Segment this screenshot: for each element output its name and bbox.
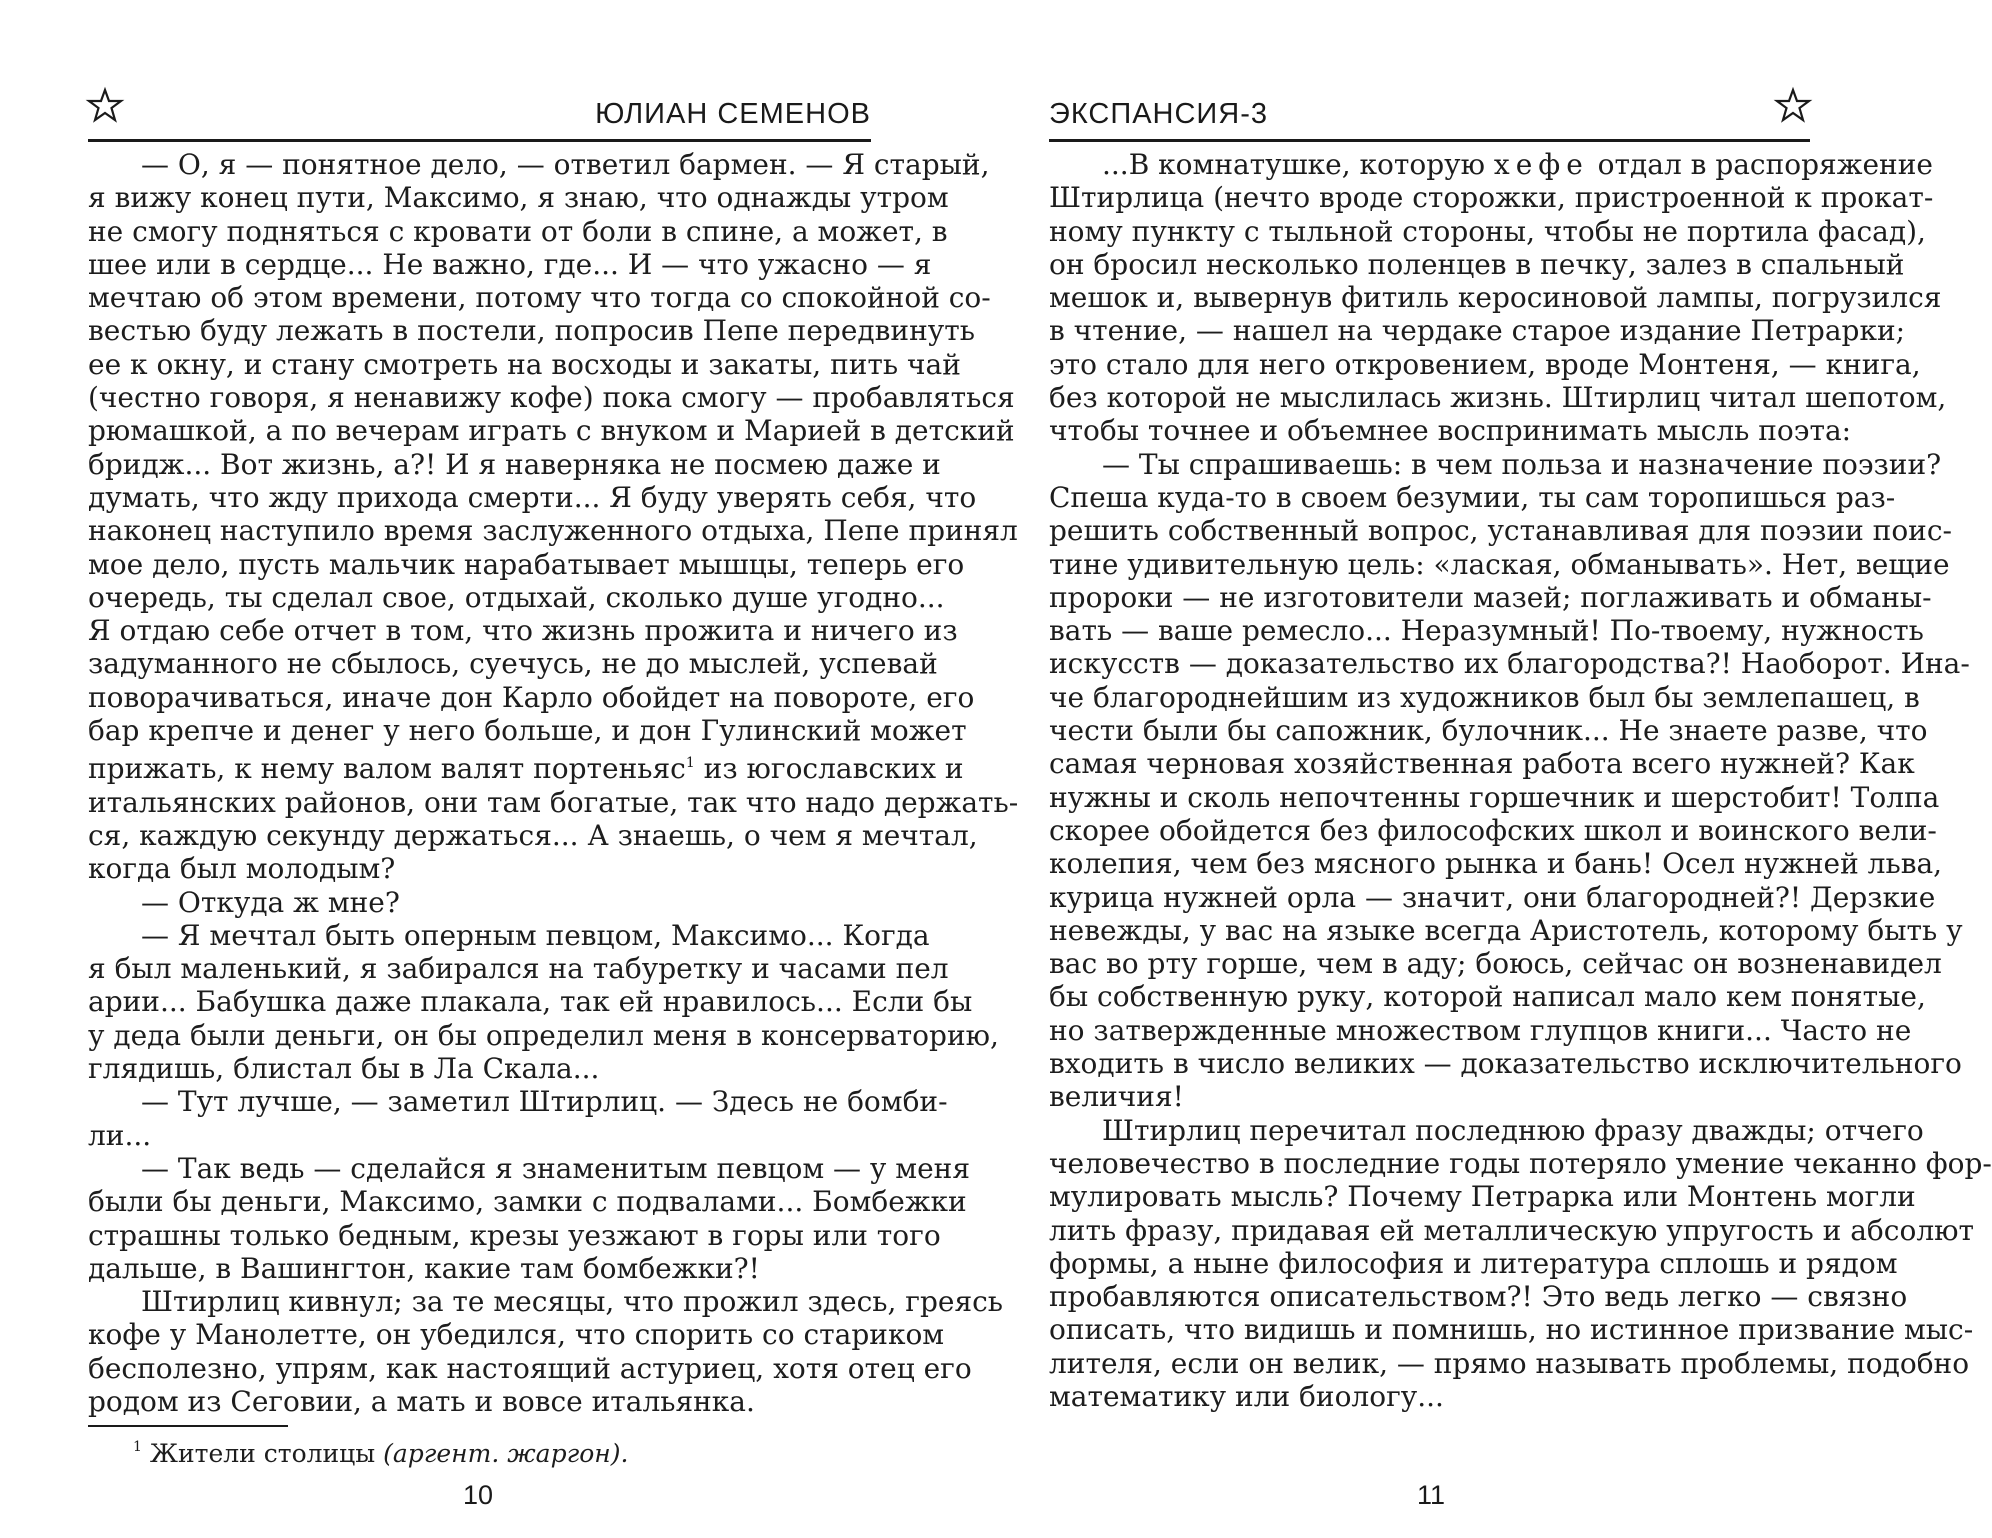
text-line [1049, 947, 1942, 981]
footnote-marker: 1 [133, 1439, 142, 1455]
text-line [88, 1018, 999, 1052]
text-line [1049, 614, 1924, 648]
line-text: че благороднейшим из художников был бы землепашец, в [1049, 680, 1920, 714]
text-line [88, 1318, 945, 1352]
line-text: бридж... Вот жизнь, а?! И я наверняка не посмею даже и [88, 447, 941, 481]
text-line [88, 381, 1015, 415]
line-text: это стало для него откровением, вроде Монтеня, — книга, [1049, 347, 1921, 381]
line-text: решить собственный вопрос, устанавливая для поэзии поис- [1049, 514, 1952, 548]
text-line [1049, 680, 1920, 714]
text-line [88, 414, 1015, 448]
line-text: входить в число великих — доказательство исключительного [1049, 1047, 1962, 1081]
line-text: описать, что видишь и помнишь, но истинное призвание мыс- [1049, 1313, 1974, 1347]
text-line [1049, 514, 1952, 548]
text-line [88, 148, 990, 181]
text-line [88, 181, 949, 215]
line-text: формы, а ныне философия и литература сплошь и рядом [1049, 1246, 1898, 1280]
text-line [1049, 1346, 1970, 1380]
text-line [88, 918, 930, 952]
text-line [1049, 1113, 1924, 1147]
text-line [88, 886, 871, 919]
text-line [1049, 1180, 1916, 1214]
text-line [88, 480, 977, 514]
line-text: колепия, чем без мясного рынка и бань! Осел нужней льва, [1049, 847, 1943, 881]
spaced-word: хефе [1493, 148, 1589, 181]
line-text: пророки — не изготовители мазей; поглаживать и обманы- [1049, 580, 1932, 614]
text-line [1049, 913, 1963, 947]
footnote-ref: 1 [685, 755, 695, 772]
line-text: ли... [88, 1118, 152, 1152]
line-text: — Я мечтал быть оперным певцом, Максимо... Когда [141, 918, 930, 952]
line-text: (честно говоря, я ненавижу кофе) пока смогу — пробавляться [88, 381, 1015, 415]
line-text: ее к окну, и стану смотреть на восходы и закаты, пить чай [88, 347, 961, 381]
line-text-after: из югославских и [694, 752, 964, 786]
text-line [1049, 447, 1942, 481]
text-line [88, 647, 938, 681]
line-text: дальше, в Вашингтон, какие там бомбежки?! [88, 1251, 760, 1285]
line-text: самая черновая хозяйственная работа всего нужней? Как [1049, 747, 1915, 781]
line-text: вать — ваше ремесло... Неразумный! По-твоему, нужность [1049, 614, 1924, 648]
footnote-emphasis: (аргент. жаргон). [383, 1439, 629, 1468]
line-text: Штирлиц перечитал последнюю фразу дважды; отчего [1102, 1113, 1924, 1147]
text-line [88, 614, 958, 648]
line-text: ся, каждую секунду держаться... А знаешь, о чем я мечтал, [88, 818, 978, 852]
header-rule [88, 139, 871, 142]
line-text: курица нужней орла — значит, они благородней?! Дерзкие [1049, 880, 1936, 914]
text-line [1049, 813, 1937, 847]
line-text: — Тут лучше, — заметил Штирлиц. — Здесь не бомби- [141, 1085, 948, 1119]
line-text: шее или в сердце... Не важно, где... И — что ужасно — я [88, 247, 932, 281]
body-text [1049, 148, 1992, 1413]
text-line [88, 952, 949, 986]
text-line [88, 680, 975, 714]
line-text: наконец наступило время заслуженного отдыха, Пепе принял [88, 514, 1018, 548]
line-text: скорее обойдется без философских школ и воинского вели- [1049, 813, 1937, 847]
text-line [88, 1085, 948, 1119]
line-text: чести были бы сапожник, булочник... Не знаете разве, что [1049, 714, 1928, 748]
footnote-text: Жители столицы [141, 1439, 384, 1468]
page-number: 11 [1417, 1480, 1446, 1510]
text-line [88, 1151, 970, 1185]
text-line [1049, 647, 1970, 681]
line-text: бар крепче и денег у него больше, и дон Гулинский может [88, 714, 967, 748]
line-text: чтобы точнее и объемнее воспринимать мысль поэта: [1049, 414, 1852, 448]
line-text: ...В комнатушке, которую [1102, 148, 1494, 181]
text-line [88, 747, 964, 786]
header-rule [1049, 139, 1810, 142]
text-line [1049, 347, 1921, 381]
line-text: лителя, если он велик, — прямо называть проблемы, подобно [1049, 1346, 1970, 1380]
line-text: бесполезно, упрям, как настоящий астуриец, хотя отец его [88, 1351, 972, 1385]
text-line [88, 214, 948, 248]
text-line [88, 247, 932, 281]
text-line [88, 281, 991, 315]
text-line [88, 1052, 871, 1085]
line-text: искусств — доказательство их благородства?! Наоборот. Ина- [1049, 647, 1970, 681]
text-line [1049, 747, 1915, 781]
line-text: — О, я — понятное дело, — ответил бармен. — Я старый, [141, 148, 990, 181]
line-text: кофе у Манолетте, он убедился, что спорить со стариком [88, 1318, 945, 1352]
line-text: пробавляются описательством?! Это ведь легко — связно [1049, 1280, 1908, 1314]
text-line [1049, 1280, 1908, 1314]
text-line [1049, 381, 1947, 415]
line-text: в чтение, — нашел на чердаке старое издание Петрарки; [1049, 314, 1906, 348]
text-line [1049, 247, 1905, 281]
page-number: 10 [463, 1480, 494, 1510]
text-line [88, 1185, 967, 1219]
text-line [88, 985, 973, 1019]
line-text: были бы деньги, Максимо, замки с подвалами... Бомбежки [88, 1185, 967, 1219]
line-text: лить фразу, придавая ей металлическую упругость и абсолют [1049, 1213, 1974, 1247]
text-line [1049, 1013, 1912, 1047]
text-line [88, 580, 945, 614]
text-line [88, 714, 967, 748]
text-line [1049, 314, 1906, 348]
line-text: итальянских районов, они там богатые, так что надо держать- [88, 785, 1019, 819]
footnote [133, 1432, 628, 1469]
text-line [1049, 780, 1940, 814]
text-line [1049, 181, 1934, 215]
line-text: родом из Сеговии, а мать и вовсе итальянка. [88, 1384, 755, 1418]
text-line [88, 347, 961, 381]
line-text: я был маленький, я забирался на табуретку и часами пел [88, 952, 949, 986]
text-line [88, 818, 978, 852]
line-text: мешок и, вывернув фитиль керосиновой лампы, погрузился [1049, 281, 1942, 315]
line-text: глядишь, блистал бы в Ла Скала... [88, 1052, 600, 1086]
line-text: — Откуда ж мне? [141, 885, 400, 919]
line-text: поворачиваться, иначе дон Карло обойдет на повороте, его [88, 680, 975, 714]
text-line [88, 314, 975, 348]
line-text: думать, что жду прихода смерти... Я буду уверять себя, что [88, 480, 977, 514]
text-line [1049, 281, 1942, 315]
text-line [88, 547, 965, 581]
text-line [88, 1385, 871, 1418]
line-text: — Ты спрашиваешь: в чем польза и назначение поэзии? [1102, 447, 1942, 481]
line-text: мулировать мысль? Почему Петрарка или Монтень могли [1049, 1180, 1916, 1214]
text-line [88, 852, 871, 885]
line-text: бы собственную руку, которой написал мало кем понятые, [1049, 980, 1926, 1014]
running-head-title: ЭКСПАНСИЯ-3 [1049, 98, 1268, 130]
text-line [88, 1218, 941, 1252]
line-text: вестью буду лежать в постели, попросив Пепе передвинуть [88, 314, 975, 348]
text-line [1049, 414, 1852, 448]
text-line [1049, 1080, 1810, 1113]
text-line [1049, 547, 1950, 581]
running-head-author: ЮЛИАН СЕМЕНОВ [595, 98, 871, 130]
line-text: нужны и сколь непочтенны горшечник и шерстобит! Толпа [1049, 780, 1940, 814]
right-page [953, 0, 1992, 1538]
line-text: величия! [1049, 1080, 1184, 1114]
star-icon [88, 88, 122, 122]
line-text: но затвержденные множеством глупцов книги... Часто не [1049, 1013, 1912, 1047]
text-line [1049, 580, 1932, 614]
text-line [88, 447, 941, 481]
text-line [88, 1119, 871, 1152]
line-text: математику или биологу... [1049, 1379, 1444, 1413]
line-text: вас во рту горше, чем в аду; боюсь, сейчас он возненавидел [1049, 947, 1942, 981]
text-line [1049, 980, 1926, 1014]
text-line [1049, 847, 1943, 881]
text-line [88, 785, 1019, 819]
text-line [1049, 480, 1896, 514]
text-line [1049, 714, 1928, 748]
line-text: ному пункту с тыльной стороны, чтобы не портила фасад), [1049, 214, 1926, 248]
text-line [88, 1252, 871, 1285]
text-line [88, 1285, 1004, 1319]
line-text: не смогу подняться с кровати от боли в спине, а может, в [88, 214, 948, 248]
body-text [88, 148, 1019, 1418]
line-text: прижать, к нему валом валят портеньяс [88, 752, 686, 786]
line-text: мечтаю об этом времени, потому что тогда со спокойной со- [88, 281, 991, 315]
text-line [1049, 880, 1936, 914]
text-line [1049, 1380, 1810, 1413]
line-text: когда был молодым? [88, 852, 396, 886]
line-text: у деда были деньги, он бы определил меня в консерваторию, [88, 1018, 999, 1052]
line-text: Я отдаю себе отчет в том, что жизнь прожита и ничего из [88, 614, 958, 648]
text-line [1049, 1146, 1992, 1180]
text-line [1049, 148, 1933, 181]
line-text: без которой не мыслилась жизнь. Штирлиц читал шепотом, [1049, 381, 1947, 415]
line-text: Спеша куда-то в своем безумии, ты сам торопишься раз- [1049, 480, 1896, 514]
line-text: рюмашкой, а по вечерам играть с внуком и Марией в детский [88, 414, 1015, 448]
line-text: человечество в последние годы потеряло умение чеканно фор- [1049, 1146, 1992, 1180]
text-line [1049, 214, 1926, 248]
text-line [88, 514, 1018, 548]
footnote-rule [88, 1425, 288, 1427]
line-text: — Так ведь — сделайся я знаменитым певцом — у меня [141, 1151, 970, 1185]
line-text: страшны только бедным, крезы уезжают в горы или того [88, 1218, 941, 1252]
text-line [1049, 1213, 1974, 1247]
line-text: я вижу конец пути, Максимо, я знаю, что однажды утром [88, 181, 949, 215]
line-text: задуманного не сбылось, суечусь, не до мыслей, успевай [88, 647, 938, 681]
text-line [1049, 1047, 1962, 1081]
line-text: очередь, ты сделал свое, отдыхай, сколько душе угодно... [88, 580, 945, 614]
line-text: тине удивительную цель: «лаская, обманывать». Нет, вещие [1049, 547, 1950, 581]
text-line [88, 1351, 972, 1385]
line-text: невежды, у вас на языке всегда Аристотель, которому быть у [1049, 913, 1963, 947]
star-icon [1776, 88, 1810, 122]
line-text: Штирлица (нечто вроде сторожки, пристроенной к прокат- [1049, 181, 1934, 215]
text-line [1049, 1313, 1974, 1347]
line-text: Штирлиц кивнул; за те месяцы, что прожил здесь, греясь [141, 1285, 1004, 1319]
line-text-after: отдал в распоряжение [1588, 148, 1933, 181]
text-line [1049, 1246, 1898, 1280]
line-text: мое дело, пусть мальчик нарабатывает мышцы, теперь его [88, 547, 965, 581]
line-text: арии... Бабушка даже плакала, так ей нравилось... Если бы [88, 985, 973, 1019]
line-text: он бросил несколько поленцев в печку, залез в спальный [1049, 247, 1905, 281]
